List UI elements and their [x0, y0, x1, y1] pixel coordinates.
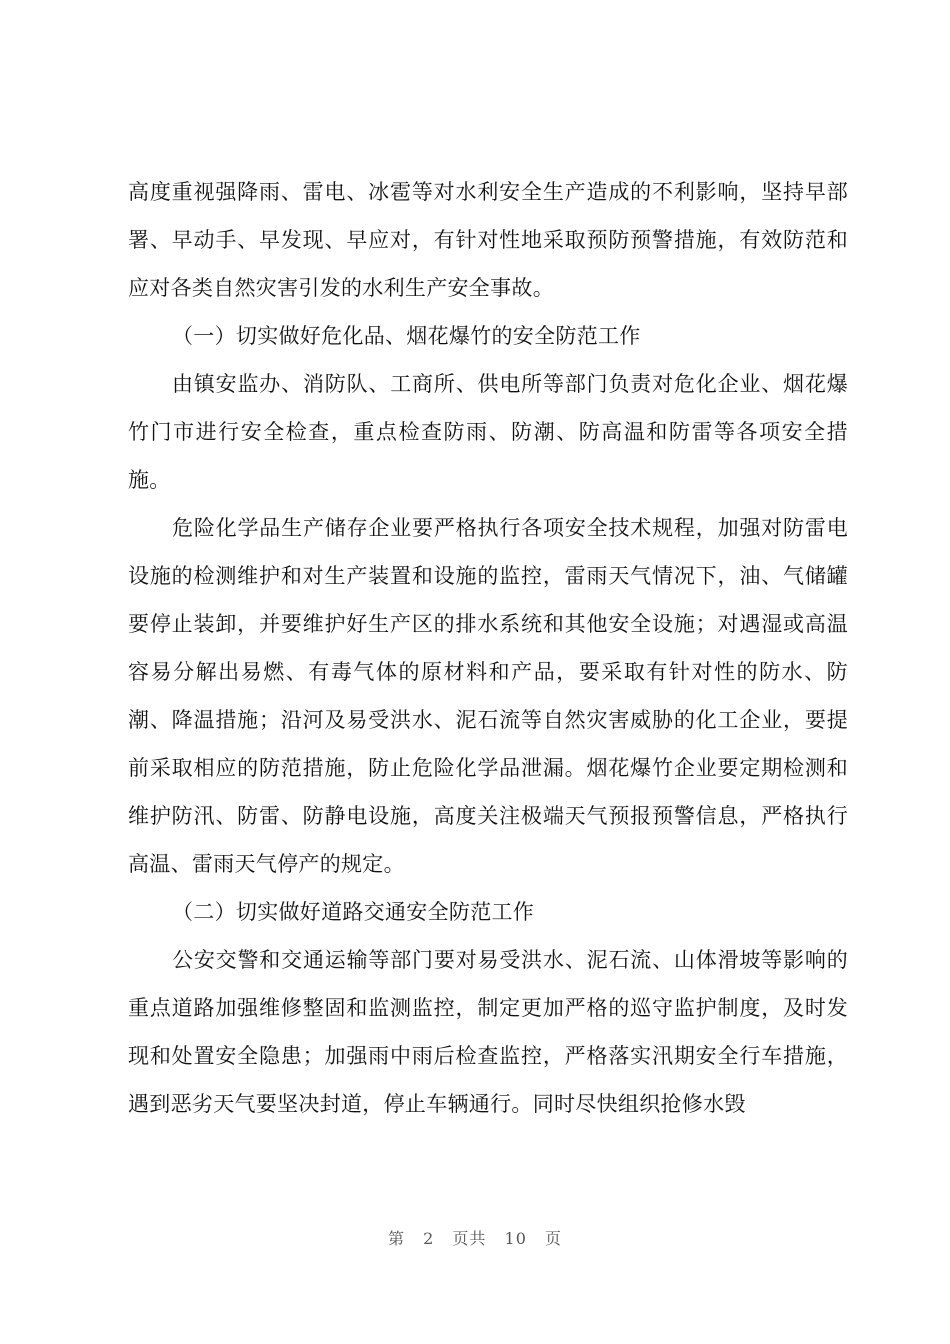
document-body: [128, 168, 848, 1128]
footer-middle: 页共: [452, 1229, 487, 1248]
section-heading-1: （一）切实做好危化品、烟花爆竹的安全防范工作: [172, 324, 641, 348]
page-footer: [0, 1226, 950, 1249]
paragraph-hazardous-chemicals: 危险化学品生产储存企业要严格执行各项安全技术规程，加强对防雷电设施的检测维护和对生产装置和设施的监控，雷雨天气情况下，油、气储罐要停止装卸，并要维护好生产区的排水系统和其他安全设施；对遇湿或高温容易分解出易燃、有毒气体的原材料和产品，要采取有针对性的防水、防潮、降温措施；沿河及易受洪水、泥石流等自然灾害威胁的化工企业，要提前采取相应的防范措施，防止危险化学品泄漏。烟花爆竹企业要定期检测和维护防汛、防雷、防静电设施，高度关注极端天气预报预警信息，严格执行高温、雷雨天气停产的规定。: [128, 516, 848, 876]
footer-current-page: 2: [423, 1229, 435, 1248]
footer-suffix: 页: [544, 1229, 562, 1248]
paragraph-inspection: 由镇安监办、消防队、工商所、供电所等部门负责对危化企业、烟花爆竹门市进行安全检查，重点检查防雨、防潮、防高温和防雷等各项安全措施。: [128, 372, 848, 492]
footer-prefix: 第: [388, 1229, 406, 1248]
section-heading-2: （二）切实做好道路交通安全防范工作: [172, 900, 535, 924]
paragraph-continuation: 高度重视强降雨、雷电、冰雹等对水利安全生产造成的不利影响，坚持早部署、早动手、早发现、早应对，有针对性地采取预防预警措施，有效防范和应对各类自然灾害引发的水利生产安全事故。: [128, 180, 848, 300]
paragraph-road-traffic: 公安交警和交通运输等部门要对易受洪水、泥石流、山体滑坡等影响的重点道路加强维修整固和监测监控，制定更加严格的巡守监护制度，及时发现和处置安全隐患；加强雨中雨后检查监控，严格落实汛期安全行车措施，遇到恶劣天气要坚决封道，停止车辆通行。同时尽快组织抢修水毁: [128, 948, 848, 1116]
footer-total-pages: 10: [504, 1229, 527, 1248]
